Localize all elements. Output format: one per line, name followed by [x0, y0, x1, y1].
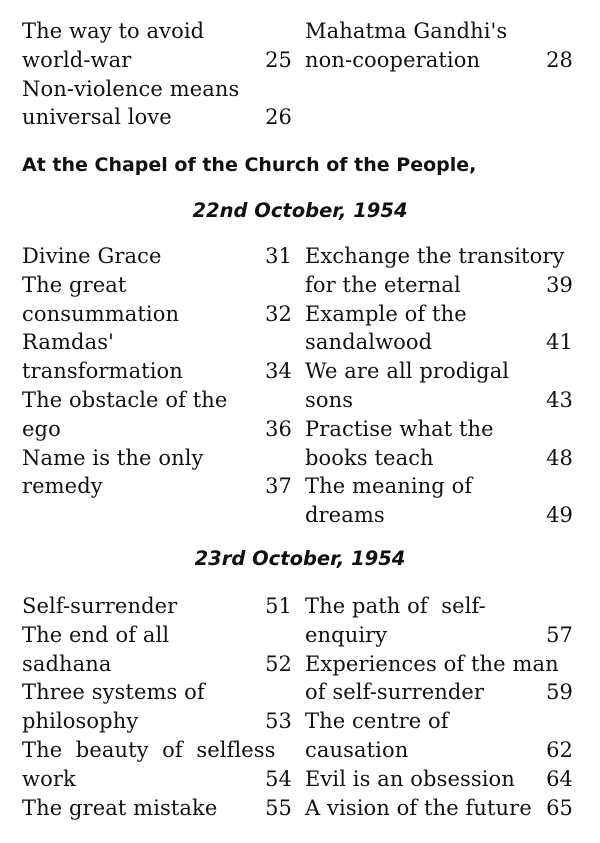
toc-entry-title: The great [22, 272, 127, 297]
section1-right-column [305, 17, 573, 75]
toc-entry-title: work [22, 766, 76, 791]
toc-entry-line [22, 103, 292, 132]
toc-entry-title: for the eternal [305, 272, 461, 297]
toc-entry-line [22, 17, 292, 46]
toc-entry-title: ego [22, 416, 61, 441]
toc-entry-line [22, 621, 292, 650]
toc-entry-title: Example of the [305, 301, 467, 326]
toc-entry-line [22, 707, 292, 736]
toc-entry-line [305, 271, 573, 300]
toc-entry-title: causation [305, 737, 409, 762]
toc-entry-title: The way to avoid [22, 19, 205, 43]
toc-entry-line [305, 592, 573, 621]
toc-entry-page-number: 64 [546, 766, 573, 791]
toc-entry-line [22, 472, 292, 501]
toc-entry-page-number: 32 [265, 301, 292, 326]
toc-entry-page-number: 39 [546, 272, 573, 297]
toc-entry-title: Self-surrender [22, 594, 178, 618]
toc-entry-title: transformation [22, 359, 183, 384]
toc-entry-title: remedy [22, 474, 103, 499]
toc-entry-title: universal love [22, 105, 172, 130]
toc-entry-title: A vision of the future [305, 795, 532, 820]
toc-entry-title: The end of all [22, 622, 170, 647]
toc-entry-title: The path of self- [305, 594, 486, 618]
toc-entry-page-number: 34 [265, 359, 292, 384]
toc-entry-title: The meaning of [305, 474, 473, 499]
toc-entry-line [22, 357, 292, 386]
toc-entry-line [22, 242, 292, 271]
toc-entry-line [22, 736, 292, 765]
toc-entry-page-number: 41 [546, 330, 573, 355]
toc-entry-line [22, 794, 292, 823]
toc-entry-line [22, 328, 292, 357]
toc-entry-line [305, 765, 573, 794]
toc-entry-line [22, 386, 292, 415]
toc-entry-title: Divine Grace [22, 244, 162, 268]
toc-entry-title: The great mistake [22, 795, 218, 820]
section3-right-column [305, 592, 573, 822]
date-heading-23rd: 23rd October, 1954 [194, 547, 406, 570]
toc-entry-title: The obstacle of the [22, 387, 228, 412]
toc-entry-line [305, 444, 573, 473]
toc-entry-line [305, 242, 573, 271]
toc-entry-line [22, 592, 292, 621]
toc-entry-page-number: 49 [546, 503, 573, 528]
section1-left-column [22, 17, 292, 132]
toc-entry-title: sadhana [22, 651, 112, 676]
toc-entry-line [305, 621, 573, 650]
toc-entry-page-number: 54 [265, 766, 292, 791]
toc-entry-line [305, 17, 573, 46]
chapel-heading: At the Chapel of the Church of the People, [22, 154, 477, 176]
toc-entry-title: Exchange the transitory [305, 244, 565, 268]
toc-entry-line [305, 328, 573, 357]
toc-entry-line [22, 678, 292, 707]
toc-entry-page-number: 43 [546, 387, 573, 412]
toc-entry-page-number: 31 [265, 244, 292, 268]
toc-entry-line [22, 300, 292, 329]
toc-entry-page-number: 37 [265, 474, 292, 499]
toc-entry-page-number: 36 [265, 416, 292, 441]
toc-entry-line [305, 501, 573, 530]
toc-entry-line [305, 736, 573, 765]
toc-entry-title: consummation [22, 301, 180, 326]
toc-entry-line [22, 271, 292, 300]
toc-entry-page-number: 52 [265, 651, 292, 676]
toc-entry-line [22, 650, 292, 679]
toc-entry-line [22, 75, 292, 104]
toc-entry-line [305, 794, 573, 823]
toc-entry-page-number: 59 [546, 680, 573, 705]
toc-entry-title: enquiry [305, 622, 388, 647]
toc-entry-title: dreams [305, 503, 385, 528]
toc-entry-page-number: 26 [265, 105, 292, 130]
toc-entry-title: sandalwood [305, 330, 433, 355]
section2-left-column [22, 242, 292, 501]
toc-entry-page-number: 25 [265, 47, 292, 72]
toc-entry-line [305, 472, 573, 501]
toc-entry-line [22, 765, 292, 794]
toc-entry-page-number: 62 [546, 737, 573, 762]
toc-entry-line [305, 707, 573, 736]
section3-left-column [22, 592, 292, 822]
toc-entry-page-number: 65 [546, 795, 573, 820]
date-heading-22nd: 22nd October, 1954 [192, 199, 408, 222]
toc-entry-line [305, 46, 573, 75]
toc-entry-line [305, 300, 573, 329]
toc-entry-title: Name is the only [22, 445, 204, 470]
toc-entry-title: Experiences of the man [305, 651, 559, 676]
toc-entry-title: sons [305, 387, 354, 412]
toc-entry-page-number: 53 [265, 709, 292, 734]
toc-entry-title: Non-violence means [22, 76, 240, 101]
toc-entry-title: world-war [22, 47, 132, 72]
toc-entry-title: Mahatma Gandhi's [305, 19, 508, 43]
toc-entry-page-number: 55 [265, 795, 292, 820]
toc-entry-title: The beauty of selfless [22, 737, 276, 762]
toc-entry-title: books teach [305, 445, 434, 470]
toc-entry-title: Three systems of [22, 680, 205, 705]
toc-entry-title: Evil is an obsession [305, 766, 515, 791]
toc-entry-title: of self-surrender [305, 680, 485, 705]
toc-entry-page-number: 51 [265, 594, 292, 618]
toc-entry-page-number: 48 [546, 445, 573, 470]
toc-entry-line [305, 650, 573, 679]
toc-entry-line [305, 678, 573, 707]
toc-entry-title: We are all prodigal [305, 359, 510, 384]
toc-entry-page-number: 57 [546, 622, 573, 647]
toc-entry-title: non-cooperation [305, 47, 481, 72]
toc-entry-line [305, 386, 573, 415]
section2-right-column [305, 242, 573, 530]
toc-entry-title: Ramdas' [22, 330, 114, 355]
toc-entry-title: Practise what the [305, 416, 494, 441]
toc-entry-line [305, 415, 573, 444]
toc-entry-line [305, 357, 573, 386]
toc-entry-page-number: 28 [546, 47, 573, 72]
toc-entry-line [22, 444, 292, 473]
toc-entry-title: philosophy [22, 709, 139, 734]
toc-entry-line [22, 415, 292, 444]
toc-entry-line [22, 46, 292, 75]
toc-entry-title: The centre of [305, 709, 449, 734]
